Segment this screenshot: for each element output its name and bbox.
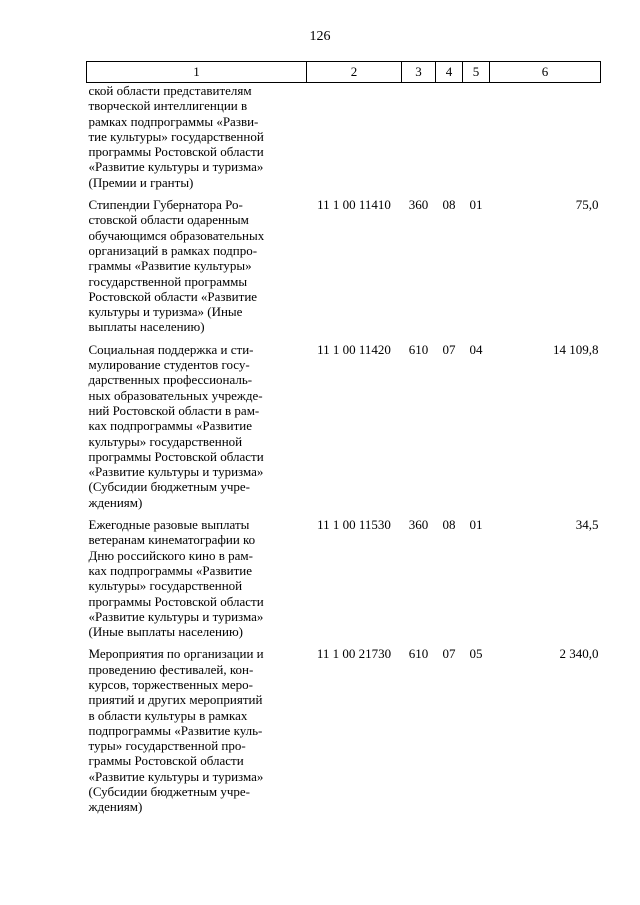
table-row — [87, 646, 601, 814]
row-amount — [490, 83, 601, 191]
row-col-4 — [436, 83, 463, 191]
row-col-5 — [463, 83, 490, 191]
row-code: 11 1 00 11420 — [317, 341, 391, 357]
table-row — [87, 197, 601, 335]
header-col-6: 6 — [490, 62, 601, 83]
header-col-5: 5 — [463, 62, 490, 83]
row-col-5: 04 — [469, 341, 483, 357]
budget-table — [86, 61, 601, 815]
row-name: ской области представителям творческой интеллигенции в рамках подпрограммы «Разви- тие культуры» государственной программы Ростовской области «Развитие культуры и туризма» (Премии и гранты) — [88, 83, 264, 190]
header-col-1: 1 — [87, 62, 307, 83]
row-col-4: 08 — [442, 197, 456, 213]
table-body — [87, 83, 601, 815]
row-name: Ежегодные разовые выплаты ветеранам кинематографии ко Дню российского кино в рам- ках подпрограммы «Развитие культуры» государственной программы Ростовской области «Развитие культуры и туризма» (Иные выплаты населению) — [88, 517, 264, 640]
header-col-2: 2 — [307, 62, 402, 83]
row-name: Социальная поддержка и сти- мулирование студентов госу- дарственных профессиональ- ных образовательных учрежде- ний Ростовской области в рам- ках подпрограммы «Развитие культуры» государственной программы Ростовской области «Развитие культуры и туризма» (Субсидии бюджетным учре- ждениям) — [88, 341, 264, 510]
page-number: 126 — [309, 29, 331, 44]
row-code: 11 1 00 11530 — [317, 517, 391, 533]
header-col-3: 3 — [402, 62, 436, 83]
row-col-4: 07 — [442, 341, 456, 357]
row-code: 11 1 00 11410 — [317, 197, 391, 213]
table-header — [87, 62, 601, 83]
row-name: Стипендии Губернатора Ро- стовской области одаренным обучающимся образовательных организаций в рамках подпро- граммы «Развитие культуры» государственной программы Ростовской области «Развитие культуры и туризма» (Иные выплаты населению) — [88, 197, 265, 335]
header-col-4: 4 — [436, 62, 463, 83]
row-col-3 — [402, 83, 436, 191]
row-col-5: 05 — [469, 646, 483, 662]
table-row — [87, 83, 601, 191]
row-col-3: 610 — [408, 341, 429, 357]
row-code: 11 1 00 21730 — [316, 646, 392, 662]
table-row — [87, 517, 601, 639]
row-code — [307, 83, 402, 191]
table-row — [87, 342, 601, 510]
row-amount: 75,0 — [575, 197, 599, 213]
row-col-4: 07 — [442, 646, 456, 662]
row-col-3: 610 — [408, 646, 429, 662]
row-name: Мероприятия по организации и проведению фестивалей, кон- курсов, торжественных меро- приятий и других мероприятий в области культуры в рамках подпрограммы «Развитие куль- туры» государственной про- граммы Ростовской области «Развитие культуры и туризма» (Субсидии бюджетным учре- ждениям) — [88, 646, 264, 815]
row-col-3: 360 — [408, 197, 429, 213]
row-amount: 14 109,8 — [553, 341, 599, 357]
row-col-5: 01 — [469, 197, 483, 213]
row-col-3: 360 — [408, 517, 429, 533]
row-col-5: 01 — [469, 517, 483, 533]
row-amount: 2 340,0 — [559, 646, 599, 662]
row-amount: 34,5 — [575, 517, 599, 533]
row-col-4: 08 — [442, 517, 456, 533]
